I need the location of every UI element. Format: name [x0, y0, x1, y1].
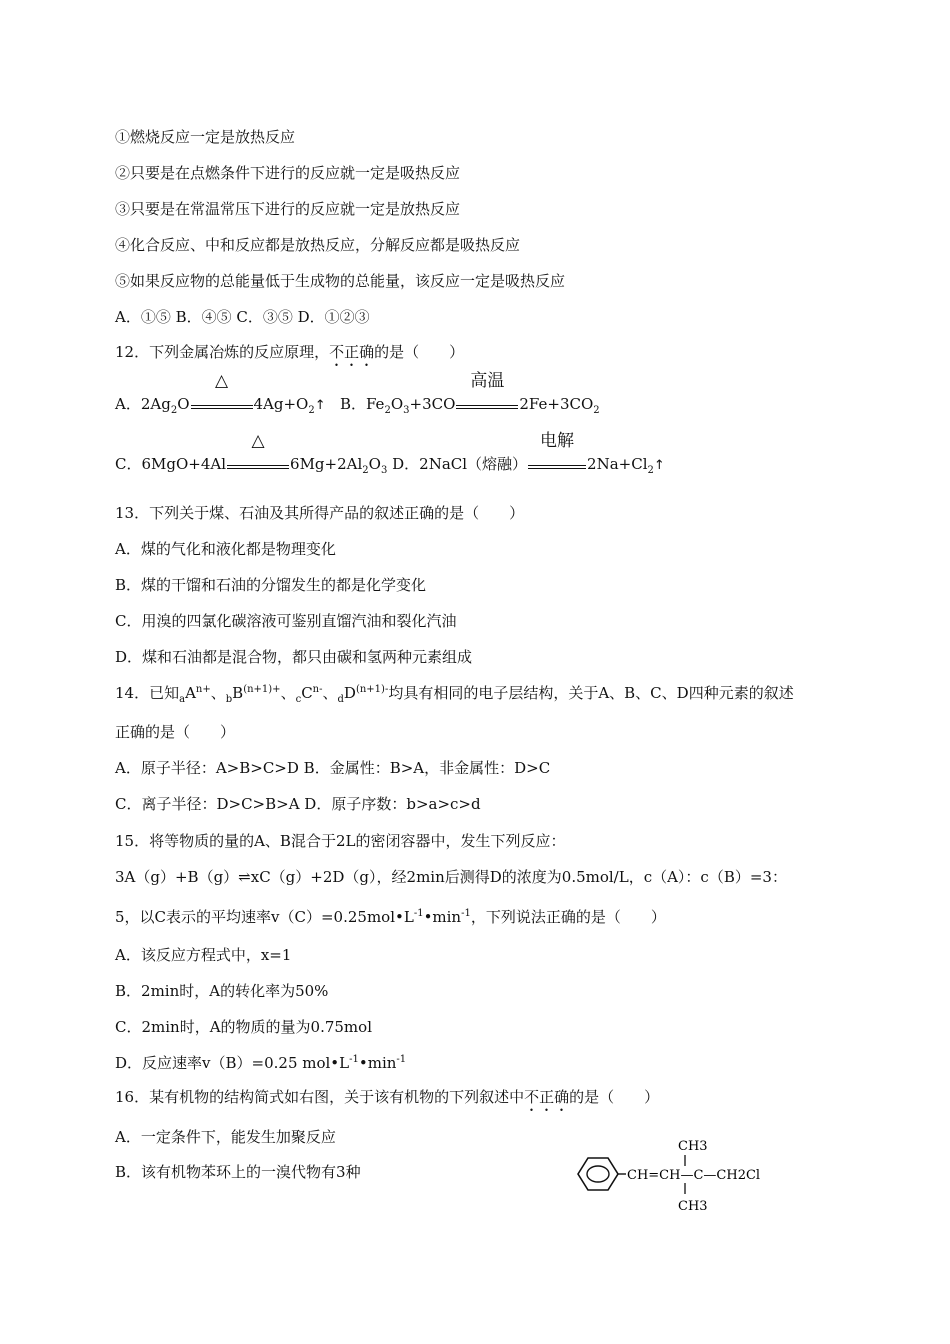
- q11-options: A．①⑤ B．④⑤ C．③⑤ D．①②③: [115, 308, 370, 326]
- q16-option-b: B．该有机物苯环上的一溴代物有3种: [115, 1163, 361, 1181]
- q12-stem: 12．下列金属冶炼的反应原理，不正确的是（ ）: [115, 343, 465, 361]
- statement-3: ③只要是在常温常压下进行的反应就一定是放热反应: [115, 200, 461, 218]
- q15-stem: 15．将等物质的量的A、B混合于2L的密闭容器中，发生下列反应：: [115, 832, 566, 850]
- q15-option-c: C．2min时，A的物质的量为0.75mol: [115, 1018, 372, 1036]
- reaction-condition-high-temp: 高温: [455, 396, 519, 416]
- q15-option-b: B．2min时，A的转化率为50%: [115, 982, 329, 1000]
- gas-arrow-icon: ↑: [653, 458, 665, 473]
- q12-option-c: C．6MgO+4Al △ $6Mg+2Al_2O_3$: [115, 431, 388, 476]
- q16-option-a: A．一定条件下，能发生加聚反应: [115, 1128, 336, 1146]
- q16-stem: 16．某有机物的结构简式如右图，关于该有机物的下列叙述中不正确的是（ ）: [115, 1088, 660, 1106]
- q14-stem: 14．已知$_aA^{n+}$、$_bB^{(n+1)+}$、$_cC^{n-}$、$_dD^{(n+1)-}$均具有相同的电子层结构，关于A、B、C、D四种元素的叙述: [115, 684, 794, 705]
- q15-equation: 3A（g）+B（g）⇌xC（g）+2D（g），经2min后测得D的浓度为0.5mol/L，c（A）：c（B）=3：: [115, 868, 787, 886]
- q14-stem-line2: 正确的是（ ）: [115, 723, 236, 741]
- q15-option-a: A．该反应方程式中，x=1: [115, 946, 292, 964]
- q15-stem-line3: 5，以C表示的平均速率$v(C)=0.25mol•L^{-1}•\min^{-1}$，下列说法正确的是（ ）: [115, 908, 666, 926]
- q12-option-b: B．$Fe_2O_3+3CO$ 高温 $2Fe+3CO_2$: [339, 371, 600, 416]
- q12-option-a: A．$2Ag_2O$ △ $4Ag+O_2↑$: [115, 371, 326, 416]
- q13-option-a: A．煤的气化和液化都是物理变化: [115, 540, 336, 558]
- reaction-condition-heat: △: [190, 396, 254, 416]
- q14-options-cd: C．离子半径：D>C>B>A D．原子序数：b>a>c>d: [115, 795, 481, 813]
- reaction-condition-electrolysis: 电解: [527, 456, 587, 476]
- q13-option-b: B．煤的干馏和石油的分馏发生的都是化学变化: [115, 576, 427, 594]
- q13-option-c: C．用溴的四氯化碳溶液可鉴别直馏汽油和裂化汽油: [115, 612, 457, 630]
- q12-line-ab: [115, 371, 600, 416]
- statement-1: ①燃烧反应一定是放热反应: [115, 128, 296, 146]
- struct-bottom-group: CH3: [678, 1199, 708, 1214]
- gas-arrow-icon: ↑: [314, 398, 326, 413]
- struct-main-chain: CH=CH—C—CH2Cl: [627, 1168, 761, 1183]
- q12-option-d: D．2NaCl（熔融） 电解 $2Na+Cl_2↑$: [392, 431, 665, 476]
- statement-2: ②只要是在点燃条件下进行的反应就一定是吸热反应: [115, 164, 461, 182]
- q14-options-ab: A．原子半径：A>B>C>D B．金属性：B>A，非金属性：D>C: [115, 759, 551, 777]
- statement-5: ⑤如果反应物的总能量低于生成物的总能量，该反应一定是吸热反应: [115, 272, 566, 290]
- struct-top-group: CH3: [678, 1139, 708, 1154]
- benzene-inner-circle: [587, 1166, 609, 1182]
- q15-option-d: D．反应速率v（B）=0.25 $mol•L^{-1}•\min^{-1}$: [115, 1054, 407, 1072]
- structural-formula: [570, 1128, 780, 1224]
- q13-stem: 13．下列关于煤、石油及其所得产品的叙述正确的是（ ）: [115, 504, 525, 522]
- reaction-condition-heat: △: [226, 456, 290, 476]
- q12-line-cd: [115, 431, 665, 476]
- q13-option-d: D．煤和石油都是混合物，都只由碳和氢两种元素组成: [115, 648, 473, 666]
- benzene-ring-icon: [578, 1158, 618, 1190]
- statement-4: ④化合反应、中和反应都是放热反应，分解反应都是吸热反应: [115, 236, 521, 254]
